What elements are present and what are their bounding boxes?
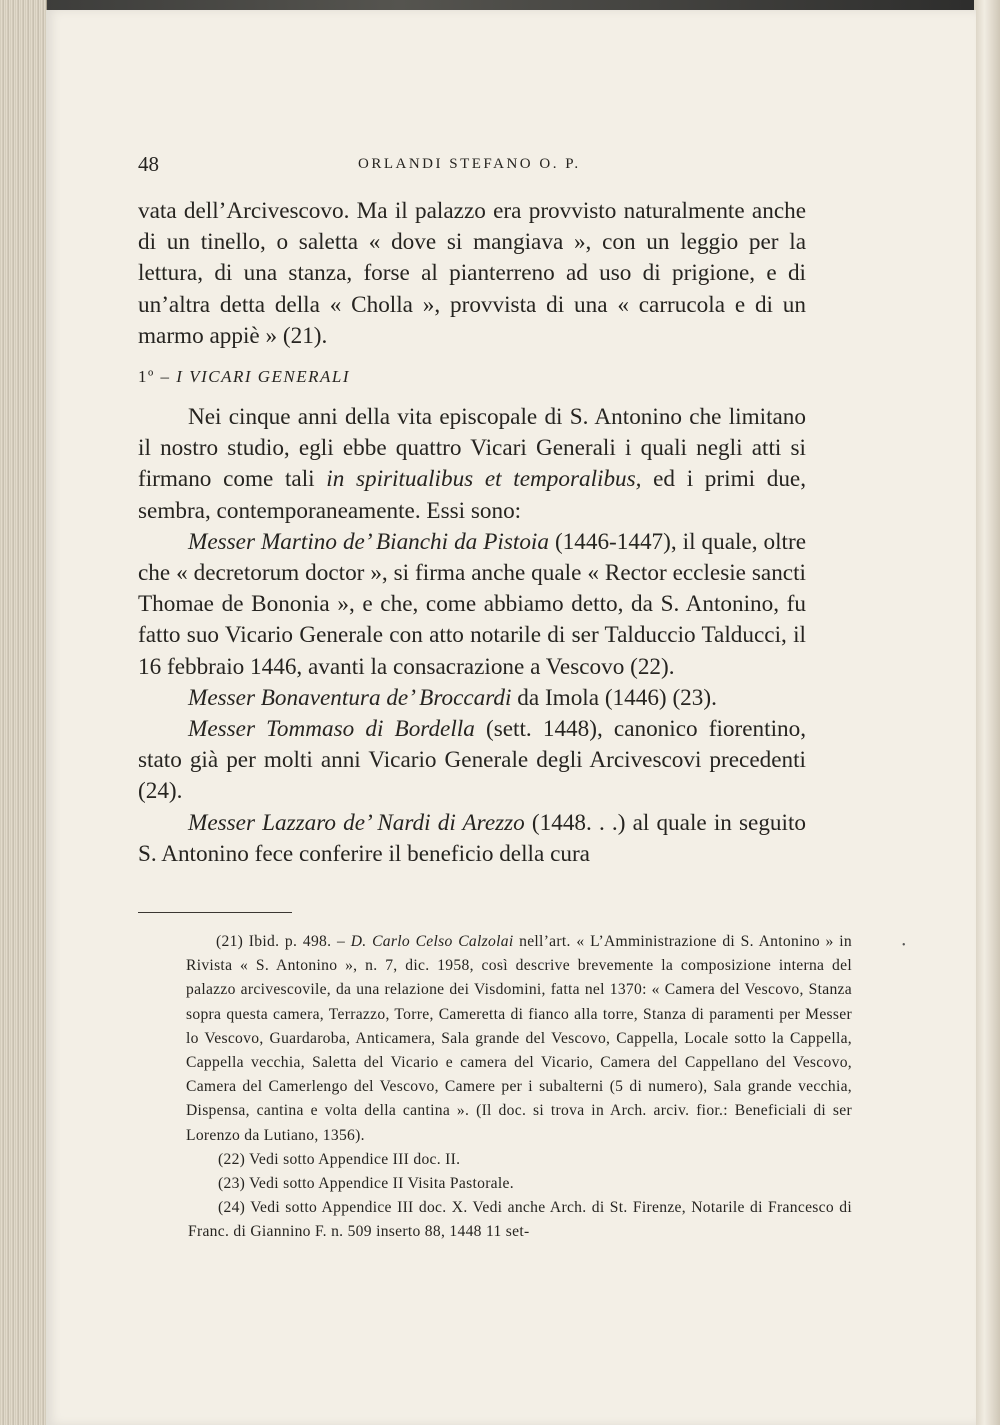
footnotes — [188, 930, 852, 1245]
running-head: ORLANDI STEFANO O. P. — [358, 156, 581, 172]
vicar-text: da Imola (1446) (23). — [511, 684, 717, 711]
section-number: 1º – — [138, 367, 171, 387]
section-heading — [138, 364, 806, 390]
vicar-text: (sett. 1448), canonico fiorentino, stato già per molti anni Vicario Generale degli Arcivescovi precedenti (24). — [138, 716, 806, 805]
vicar-entry-3 — [138, 714, 806, 808]
footnote-24: (24) Vedi sotto Appendice III doc. X. Vedi anche Arch. di St. Firenze, Notarile di Francesco di Franc. di Giannino F. n. 509 inserto 88, 1448 11 set- — [188, 1199, 852, 1241]
footnote-divider — [138, 912, 292, 913]
vicar-name: Messer Tommaso di Bordella — [188, 716, 475, 743]
main-text — [138, 196, 806, 870]
section-title: I VICARI GENERALI — [176, 367, 351, 387]
footnote-21-text-b: nell’art. « L’Amministrazione di S. Antonino » in Rivista « S. Antonino », n. 7, dic. 1958, così descrive brevemente la composizione interna del palazzo arcivescovile, da una relazione dei Visdomini, fatta nel 1370: « Camera del Vescovo, Stanza sopra questa camera, Terrazzo, Torre, Cameretta di fianco alla torre, Stanza di paramenti per Messer lo Vescovo, Guardaroba, Anticamera, Sala grande del Vescovo, Cappella, Locale sotto la Cappella, Cappella vecchia, Saletta del Vicario e camera del Vicario, Camera del Cappellano del Vescovo, Camera del Camerlengo del Vescovo, Camere per i subalterni (5 di numero), Sala grande vecchia, Dispensa, cantina e volta della cantina ». (Il doc. si trova in Arch. arciv. fior.: Beneficiali di ser Lorenzo da Lutiano, 1356). — [186, 933, 852, 1144]
paragraph-vicars-text-b: ed i primi due, sembra, contemporaneamente. Essi sono: — [138, 466, 806, 524]
paragraph-vicars — [138, 402, 806, 527]
print-speck: • — [902, 940, 906, 951]
paragraph-intro: vata dell’Arcivescovo. Ma il palazzo era provvisto naturalmente anche di un tinello, o saletta « dove si mangiava », con un leggio per la lettura, di una stanza, forse al pianterreno ad uso di prigione, e di un’altra detta della « Cholla », provvista di una « carrucola e di un marmo appiè » (21). — [138, 198, 806, 349]
paragraph-vicars-text-a: Nei cinque anni della vita episcopale di S. Antonino che limitano il nostro studio, egli ebbe quattro Vicari Generali i quali negli atti si firmano come tali — [138, 404, 806, 493]
vicar-name: Messer Martino de’ Bianchi da Pistoia — [188, 528, 549, 555]
paragraph-vicars-italic: in spiritualibus et temporalibus, — [326, 466, 642, 493]
footnote-22: (22) Vedi sotto Appendice III doc. II. — [218, 1150, 461, 1168]
footnote-21 — [186, 930, 852, 1148]
vicar-text: (1446-1447), il quale, oltre che « decretorum doctor », si firma anche quale « Rector ecclesie sancti Thomae de Bononia », e che, come abbiamo detto, da S. Antonino, fu fatto suo Vicario Generale con atto notarile di ser Talduccio Talducci, il 16 febbraio 1446, avanti la consacrazione a Vescovo (22). — [138, 528, 806, 680]
vicar-entry-4 — [138, 808, 806, 870]
footnote-21-text-a: (21) Ibid. p. 498. – — [216, 933, 351, 950]
vicar-entry-2 — [138, 683, 806, 714]
footnote-21-author: D. Carlo Celso Calzolai — [350, 933, 514, 950]
vicar-entry-1 — [138, 527, 806, 683]
vicar-name: Messer Bonaventura de’ Broccardi — [188, 684, 512, 711]
footnote-23: (23) Vedi sotto Appendice II Visita Pastorale. — [218, 1175, 514, 1193]
page-number: 48 — [138, 152, 159, 176]
book-page-edges — [0, 0, 47, 1425]
book-gutter — [974, 0, 1000, 1425]
vicar-text: (1448. . .) al quale in seguito S. Antonino fece conferire il beneficio della cura — [138, 809, 806, 867]
page-header — [138, 148, 818, 178]
vicar-name: Messer Lazzaro de’ Nardi di Arezzo — [188, 809, 525, 836]
